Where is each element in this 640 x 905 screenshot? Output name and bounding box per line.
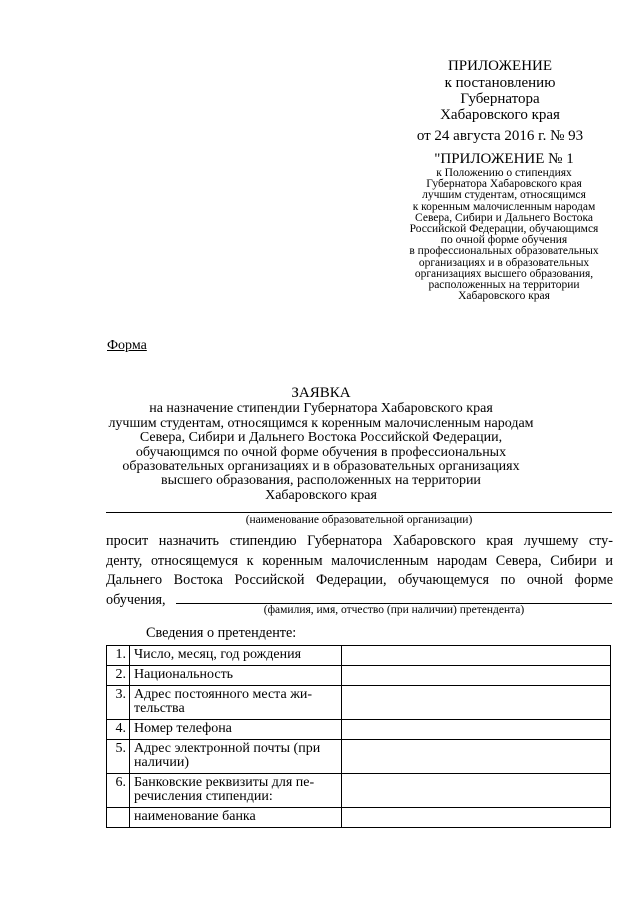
table-row	[107, 774, 611, 808]
table-row	[107, 666, 611, 686]
applicant-info-table	[106, 645, 611, 828]
annex-line: Хабаровского края	[440, 107, 560, 123]
row-label: Национальность	[130, 666, 342, 686]
row-label: наименование банка	[130, 808, 342, 828]
annex-regulation-line: организациях и в образовательных	[418, 256, 590, 269]
request-line: просит назначить стипендию Губернатора Хабаровского края лучшему сту-	[106, 533, 613, 549]
table-row	[107, 740, 611, 774]
application-subtitle-line: Севера, Сибири и Дальнего Востока Российской Федерации,	[139, 430, 503, 446]
application-subtitle-line: высшего образования, расположенных на территории	[161, 473, 481, 489]
annex-line: к постановлению	[444, 75, 556, 91]
row-label: Банковские реквизиты для пе-речисления стипендии:	[130, 774, 342, 808]
table-row	[107, 686, 611, 720]
annex-regulation-line: Хабаровского края	[458, 290, 550, 303]
row-number: 3.	[107, 686, 130, 720]
row-number: 2.	[107, 666, 130, 686]
application-subtitle-line: образовательных организациях и в образовательных организациях	[122, 459, 520, 475]
request-line-last: обучения,	[106, 591, 166, 608]
row-label: Адрес постоянного места жи-тельства	[130, 686, 342, 720]
organization-name-blank[interactable]	[106, 512, 612, 513]
table-row	[107, 808, 611, 828]
request-paragraph	[106, 532, 613, 610]
email-cell[interactable]	[342, 740, 611, 774]
annex-regulation-line: расположенных на территории	[428, 279, 580, 292]
request-line: денту, относящемуся к коренным малочисленным народам Севера, Сибири и	[106, 552, 613, 569]
address-cell[interactable]	[342, 686, 611, 720]
row-number	[107, 808, 130, 828]
application-subtitle-line: обучающимся по очной форме обучения в профессиональных	[135, 444, 507, 460]
application-heading	[106, 386, 536, 503]
annex-regulation-header	[386, 151, 622, 302]
phone-cell[interactable]	[342, 720, 611, 740]
row-label: Номер телефона	[130, 720, 342, 740]
row-label: Число, месяц, год рождения	[130, 646, 342, 666]
row-number: 4.	[107, 720, 130, 740]
row-number: 1.	[107, 646, 130, 666]
row-label: Адрес электронной почты (при наличии)	[130, 740, 342, 774]
annex-regulation-line: Российской Федерации, обучающимся	[409, 223, 599, 236]
request-line: Дальнего Востока Российской Федерации, обучающемуся по очной форме	[106, 572, 613, 588]
annex-line: Губернатора	[460, 91, 540, 107]
annex-regulation-line: лучшим студентам, относящимся	[422, 189, 586, 202]
section-title: Сведения о претенденте:	[146, 625, 297, 641]
bank-details-cell[interactable]	[342, 774, 611, 808]
organization-name-caption: (наименование образовательной организации)	[245, 514, 473, 526]
form-label: Форма	[107, 338, 147, 353]
annex-regulation-line: к коренным малочисленным народам	[412, 200, 596, 213]
bank-name-cell[interactable]	[342, 808, 611, 828]
annex-resolution-header	[400, 58, 600, 144]
annex-date-line: от 24 августа 2016 г. № 93	[416, 128, 584, 144]
application-title: ЗАЯВКА	[291, 385, 351, 401]
annex-regulation-line: Губернатора Хабаровского края	[426, 178, 582, 191]
annex-regulation-line: в профессиональных образовательных	[409, 245, 599, 258]
table-row	[107, 720, 611, 740]
annex-title: ПРИЛОЖЕНИЕ	[447, 58, 553, 74]
annex-regulation-line: по очной форме обучения	[440, 234, 568, 247]
applicant-name-caption: (фамилия, имя, отчество (при наличии) претендента)	[263, 604, 525, 616]
row-number: 5.	[107, 740, 130, 774]
application-subtitle-line: лучшим студентам, относящимся к коренным малочисленным народам	[108, 415, 534, 431]
birth-date-cell[interactable]	[342, 646, 611, 666]
annex-regulation-line: организациях высшего образования,	[414, 267, 594, 280]
application-subtitle-line: на назначение стипендии Губернатора Хабаровского края	[149, 401, 493, 417]
annex-regulation-line: Севера, Сибири и Дальнего Востока	[415, 211, 593, 224]
annex-regulation-title: "ПРИЛОЖЕНИЕ № 1	[434, 151, 574, 167]
application-subtitle-line: Хабаровского края	[265, 487, 377, 503]
annex-regulation-line: к Положению о стипендиях	[436, 167, 572, 179]
table-row	[107, 646, 611, 666]
nationality-cell[interactable]	[342, 666, 611, 686]
row-number: 6.	[107, 774, 130, 808]
